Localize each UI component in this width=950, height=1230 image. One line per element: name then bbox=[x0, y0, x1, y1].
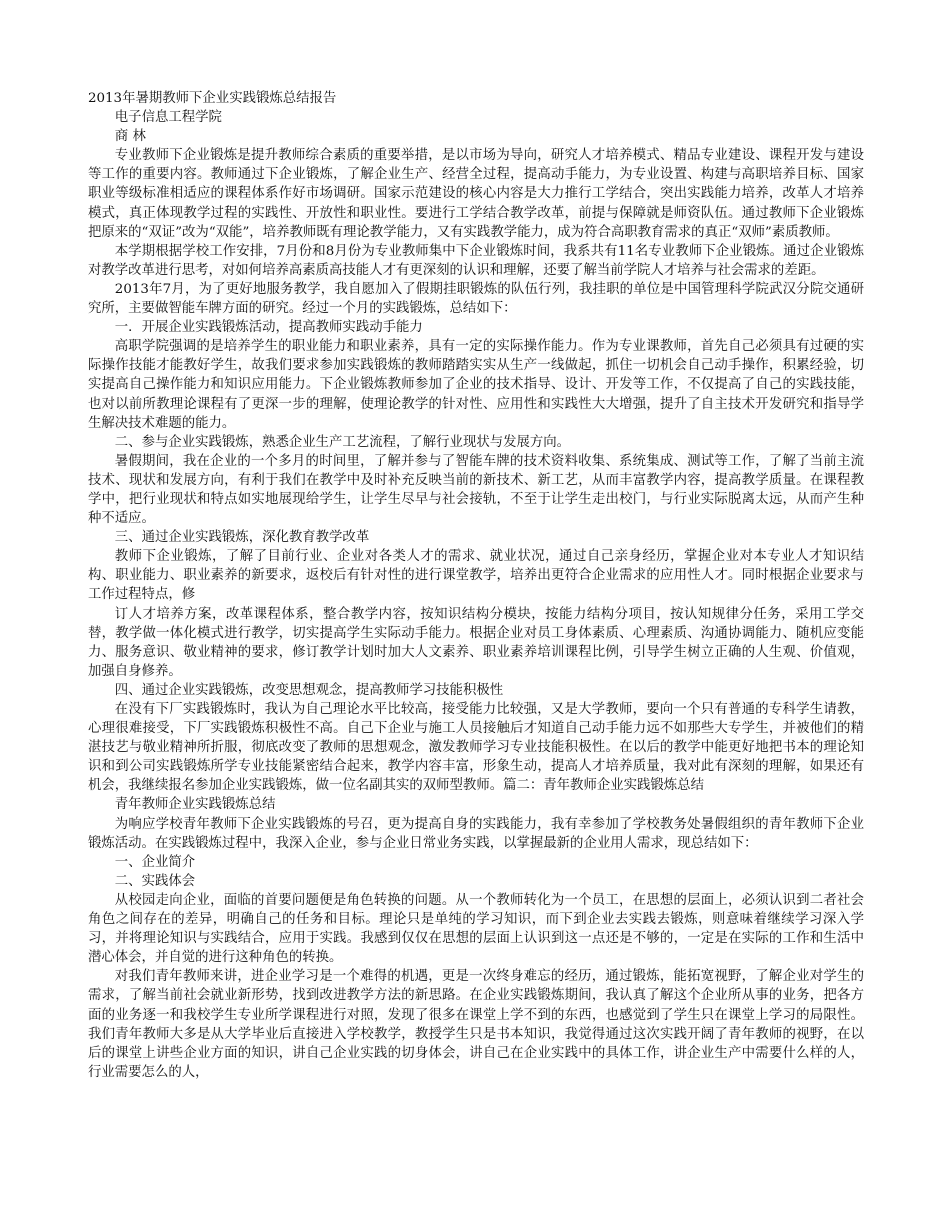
body-paragraph: 对我们青年教师来讲，进企业学习是一个难得的机遇，更是一次终身难忘的经历，通过锻炼，能拓宽视野，了解企业对学生的需求，了解当前社会就业新形势，找到改进教学方法的新思路。在企业实践锻炼期间，我认真了解这个企业所从事的业务，把各方面的业务逐一和我校学生专业所学课程进行对照，发现了很多在课堂上学不到的东西，也感觉到了学生只在课堂上学习的局限性。我们青年教师大多是从大学毕业后直接进入学校教学，教授学生只是书本知识，我觉得通过这次实践开阔了青年教师的视野，在以后的课堂上讲些企业方面的知识，讲自己企业实践的切身体会，讲自己在企业实践中的具体工作，讲企业生产中需要什么样的人，行业需要怎么的人， bbox=[88, 969, 864, 1080]
body-paragraph: 教师下企业锻炼，了解了目前行业、企业对各类人才的需求、就业状况，通过自己亲身经历，掌握企业对本专业人才知识结构、职业能力、职业素养的新要求，返校后有针对性的进行课堂教学，培养出更符合企业需求的应用性人才。同时根据企业要求与工作过程特点，修 bbox=[88, 549, 864, 603]
body-paragraph: 青年教师企业实践锻炼总结 bbox=[114, 797, 276, 813]
body-paragraph: 四、通过企业实践锻炼，改变思想观念，提高教师学习技能积极性 bbox=[114, 682, 504, 698]
document-page bbox=[88, 89, 864, 1082]
body-paragraph: 一、企业简介 bbox=[114, 854, 196, 870]
author-line: 商 林 bbox=[114, 129, 146, 145]
body-paragraph: 为响应学校青年教师下企业实践锻炼的号召，更为提高自身的实践能力，我有幸参加了学校教务处暑假组织的青年教师下企业锻炼活动。在实践锻炼过程中，我深入企业，参与企业日常业务实践，以掌握最新的企业用人需求，现总结如下： bbox=[88, 816, 864, 851]
body-paragraph: 高职学院强调的是培养学生的职业能力和职业素养，具有一定的实际操作能力。作为专业课教师，首先自己必须具有过硬的实际操作技能才能教好学生，故我们要求参加实践锻炼的教师踏踏实实从生产一线做起，抓住一切机会自己动手操作，积累经验，切实提高自己操作能力和知识应用能力。下企业锻炼教师参加了企业的技术指导、设计、开发等工作，不仅提高了自己的实践技能，也对以前所教理论课程有了更深一步的理解，使理论教学的针对性、应用性和实践性大大增强，提升了自主技术开发研究和指导学生解决技术难题的能力。 bbox=[88, 339, 864, 431]
body-paragraph: 二、参与企业实践锻炼，熟悉企业生产工艺流程，了解行业现状与发展方向。 bbox=[114, 434, 571, 450]
body-paragraph: 二、实践体会 bbox=[114, 873, 196, 889]
body-paragraph: 一．开展企业实践锻炼活动，提高教师实践动手能力 bbox=[114, 320, 423, 336]
body-paragraph: 专业教师下企业锻炼是提升教师综合素质的重要举措，是以市场为导向，研究人才培养模式、精品专业建设、课程开发与建设等工作的重要内容。教师通过下企业锻炼，了解企业生产、经营全过程，提高动手能力，为专业设置、构建与高职培养目标、国家职业等级标准相适应的课程体系作好市场调研。国家示范建设的核心内容是大力推行工学结合，突出实践能力培养，改革人才培养模式，真正体现教学过程的实践性、开放性和职业性。要进行工学结合教学改革，前提与保障就是师资队伍。通过教师下企业锻炼把原来的“双证”改为“双能”，培养教师既有理论教学能力，又有实践教学能力，成为符合高职教育需求的真正“双师”素质教师。 bbox=[88, 148, 864, 240]
body-paragraph: 暑假期间，我在企业的一个多月的时间里，了解并参与了智能车牌的技术资料收集、系统集成、测试等工作，了解了当前主流技术、现状和发展方向，有利于我们在教学中及时补充反映当前的新技术、新工艺，从而丰富教学内容，提高教学质量。在课程教学中，把行业现状和特点如实地展现给学生，让学生尽早与社会接轨，不至于让学生走出校门，与行业实际脱离太远，从而产生种种不适应。 bbox=[88, 453, 864, 527]
body-paragraph: 2013年7月，为了更好地服务教学，我自愿加入了假期挂职锻炼的队伍行列，我挂职的单位是中国管理科学院武汉分院交通研究所，主要做智能车牌方面的研究。经过一个月的实践锻炼，总结如下： bbox=[88, 281, 864, 317]
body-paragraphs bbox=[88, 146, 864, 1082]
body-paragraph: 三、通过企业实践锻炼，深化教育教学改革 bbox=[114, 530, 370, 546]
body-paragraph: 本学期根据学校工作安排，7月份和8月份为专业教师集中下企业锻炼时间，我系共有11名专业教师下企业锻炼。通过企业锻炼对教学改革进行思考，对如何培养高素质高技能人才有更深刻的认识和理解，还要了解当前学院人才培养与社会需求的差距。 bbox=[88, 243, 864, 278]
document-title: 2013年暑期教师下企业实践锻炼总结报告 bbox=[88, 91, 337, 106]
body-paragraph: 从校园走向企业，面临的首要问题便是角色转换的问题。从一个教师转化为一个员工，在思想的层面上，必须认识到二者社会角色之间存在的差异，明确自己的任务和目标。理论只是单纯的学习知识，而下到企业去实践去锻炼，则意味着继续学习深入学习，并将理论知识与实践结合，应用于实践。我感到仅仅在思想的层面上认识到这一点还是不够的，一定是在实际的工作和生活中潜心体会，并自觉的进行这种角色的转换。 bbox=[88, 892, 864, 966]
department-line: 电子信息工程学院 bbox=[114, 110, 222, 126]
body-paragraph: 订人才培养方案，改革课程体系，整合教学内容，按知识结构分模块，按能力结构分项目，按认知规律分任务，采用工学交替，教学做一体化模式进行教学，切实提高学生实际动手能力。根据企业对员工身体素质、心理素质、沟通协调能力、随机应变能力、服务意识、敬业精神的要求，修订教学计划时加大人文素养、职业素养培训课程比例，引导学生树立正确的人生观、价值观，加强自身修养。 bbox=[88, 606, 864, 679]
body-paragraph: 在没有下厂实践锻炼时，我认为自己理论水平比较高，接受能力比较强，又是大学教师，要向一个只有普通的专科学生请教，心理很难接受，下厂实践锻炼积极性不高。自己下企业与施工人员接触后才知道自己动手能力远不如那些大专学生，并被他们的精湛技艺与敬业精神所折服，彻底改变了教师的思想观念，激发教师学习专业技能积极性。在以后的教学中能更好地把书本的理论知识和到公司实践锻炼所学专业技能紧密结合起来，教学内容丰富，形象生动，提高人才培养质量，我对此有深刻的理解，如果还有机会，我继续报名参加企业实践锻炼，做一位名副其实的双师型教师。篇二：青年教师企业实践锻炼总结 bbox=[88, 702, 864, 794]
